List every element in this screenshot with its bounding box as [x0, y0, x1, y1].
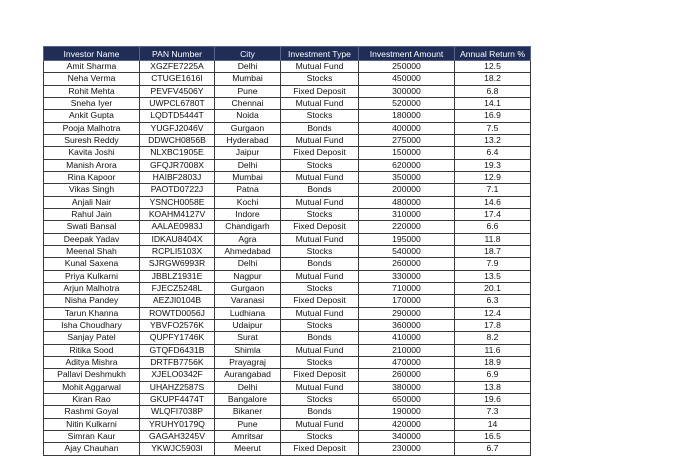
investment-amount-cell[interactable]: 150000 [359, 147, 455, 159]
investment-amount-cell[interactable]: 340000 [359, 430, 455, 442]
city-cell[interactable]: Udaipur [215, 319, 281, 331]
table-row [44, 134, 531, 146]
investment-amount-cell[interactable]: 275000 [359, 134, 455, 146]
investor-name-cell[interactable]: Ajay Chauhan [44, 443, 140, 455]
table-row [44, 147, 531, 159]
investment-amount-cell[interactable]: 230000 [359, 443, 455, 455]
pan-number-cell[interactable]: GAGAH3245V [140, 430, 215, 442]
investment-amount-cell[interactable]: 330000 [359, 270, 455, 282]
annual-return-cell[interactable]: 6.7 [455, 443, 531, 455]
pan-number-cell[interactable]: PAOTD0722J [140, 184, 215, 196]
investor-name-cell[interactable]: Amit Sharma [44, 61, 140, 73]
investment-amount-cell[interactable]: 520000 [359, 97, 455, 109]
investor-name-cell[interactable]: Mohit Aggarwal [44, 381, 140, 393]
investment-type-cell[interactable]: Stocks [281, 110, 359, 122]
header-investment-type[interactable]: Investment Type [281, 47, 359, 61]
pan-number-cell[interactable]: KOAHM4127V [140, 208, 215, 220]
table-row [44, 381, 531, 393]
investment-amount-cell[interactable]: 260000 [359, 369, 455, 381]
table-row [44, 159, 531, 171]
table-body [44, 61, 531, 456]
pan-number-cell[interactable]: RCPLI5103X [140, 245, 215, 257]
investor-name-cell[interactable]: Rahul Jain [44, 208, 140, 220]
city-cell[interactable]: Aurangabad [215, 369, 281, 381]
city-cell[interactable]: Bangalore [215, 393, 281, 405]
investor-name-cell[interactable]: Kavita Joshi [44, 147, 140, 159]
annual-return-cell[interactable]: 13.8 [455, 381, 531, 393]
pan-number-cell[interactable]: ROWTD0056J [140, 307, 215, 319]
investor-table-container [43, 46, 531, 456]
annual-return-cell[interactable]: 18.2 [455, 73, 531, 85]
pan-number-cell[interactable]: YUGFJ2046V [140, 122, 215, 134]
city-cell[interactable]: Delhi [215, 159, 281, 171]
city-cell[interactable]: Prayagraj [215, 356, 281, 368]
investment-type-cell[interactable]: Fixed Deposit [281, 443, 359, 455]
annual-return-cell[interactable]: 11.8 [455, 233, 531, 245]
annual-return-cell[interactable]: 16.9 [455, 110, 531, 122]
annual-return-cell[interactable]: 12.5 [455, 61, 531, 73]
investment-amount-cell[interactable]: 420000 [359, 418, 455, 430]
city-cell[interactable]: Ahmedabad [215, 245, 281, 257]
city-cell[interactable]: Chennai [215, 97, 281, 109]
city-cell[interactable]: Mumbai [215, 73, 281, 85]
investment-type-cell[interactable]: Bonds [281, 258, 359, 270]
city-cell[interactable]: Hyderabad [215, 134, 281, 146]
pan-number-cell[interactable]: LQDTD5444T [140, 110, 215, 122]
city-cell[interactable]: Pune [215, 85, 281, 97]
city-cell[interactable]: Gurgaon [215, 282, 281, 294]
city-cell[interactable]: Nagpur [215, 270, 281, 282]
table-row [44, 73, 531, 85]
table-row [44, 430, 531, 442]
investment-amount-cell[interactable]: 300000 [359, 85, 455, 97]
annual-return-cell[interactable]: 18.9 [455, 356, 531, 368]
annual-return-cell[interactable]: 19.6 [455, 393, 531, 405]
investment-type-cell[interactable]: Stocks [281, 282, 359, 294]
annual-return-cell[interactable]: 18.7 [455, 245, 531, 257]
pan-number-cell[interactable]: GTQFD6431B [140, 344, 215, 356]
investor-name-cell[interactable]: Sanjay Patel [44, 332, 140, 344]
table-row [44, 406, 531, 418]
annual-return-cell[interactable]: 17.4 [455, 208, 531, 220]
annual-return-cell[interactable]: 7.9 [455, 258, 531, 270]
table-row [44, 85, 531, 97]
table-row [44, 356, 531, 368]
table-row [44, 196, 531, 208]
table-row [44, 344, 531, 356]
header-investor-name[interactable]: Investor Name [44, 47, 140, 61]
pan-number-cell[interactable]: YKWJC5903I [140, 443, 215, 455]
investment-type-cell[interactable]: Fixed Deposit [281, 221, 359, 233]
investment-type-cell[interactable]: Mutual Fund [281, 307, 359, 319]
investor-name-cell[interactable]: Suresh Reddy [44, 134, 140, 146]
table-row [44, 110, 531, 122]
investor-name-cell[interactable]: Vikas Singh [44, 184, 140, 196]
pan-number-cell[interactable]: YRUHY0179Q [140, 418, 215, 430]
investment-amount-cell[interactable]: 620000 [359, 159, 455, 171]
investment-type-cell[interactable]: Mutual Fund [281, 171, 359, 183]
pan-number-cell[interactable]: GFQJR7008X [140, 159, 215, 171]
city-cell[interactable]: Shimla [215, 344, 281, 356]
investor-name-cell[interactable]: Isha Choudhary [44, 319, 140, 331]
pan-number-cell[interactable]: JBBLZ1931E [140, 270, 215, 282]
pan-number-cell[interactable]: IDKAU8404X [140, 233, 215, 245]
investment-type-cell[interactable]: Bonds [281, 332, 359, 344]
investment-type-cell[interactable]: Stocks [281, 245, 359, 257]
investment-amount-cell[interactable]: 380000 [359, 381, 455, 393]
investor-name-cell[interactable]: Neha Verma [44, 73, 140, 85]
investment-amount-cell[interactable]: 480000 [359, 196, 455, 208]
pan-number-cell[interactable]: DRTFB7756K [140, 356, 215, 368]
table-row [44, 319, 531, 331]
city-cell[interactable]: Bikaner [215, 406, 281, 418]
investment-type-cell[interactable]: Mutual Fund [281, 97, 359, 109]
table-row [44, 393, 531, 405]
investor-name-cell[interactable]: Arjun Malhotra [44, 282, 140, 294]
investment-type-cell[interactable]: Bonds [281, 406, 359, 418]
investor-name-cell[interactable]: Deepak Yadav [44, 233, 140, 245]
investment-type-cell[interactable]: Mutual Fund [281, 233, 359, 245]
pan-number-cell[interactable]: AALAE0983J [140, 221, 215, 233]
table-row [44, 171, 531, 183]
header-city[interactable]: City [215, 47, 281, 61]
investment-amount-cell[interactable]: 290000 [359, 307, 455, 319]
investment-type-cell[interactable]: Fixed Deposit [281, 147, 359, 159]
annual-return-cell[interactable]: 14.1 [455, 97, 531, 109]
investor-name-cell[interactable]: Pallavi Deshmukh [44, 369, 140, 381]
annual-return-cell[interactable]: 6.3 [455, 295, 531, 307]
investor-name-cell[interactable]: Kunal Saxena [44, 258, 140, 270]
investor-name-cell[interactable]: Swati Bansal [44, 221, 140, 233]
pan-number-cell[interactable]: YSNCH0058E [140, 196, 215, 208]
city-cell[interactable]: Kochi [215, 196, 281, 208]
pan-number-cell[interactable]: HAIBF2803J [140, 171, 215, 183]
annual-return-cell[interactable]: 14.6 [455, 196, 531, 208]
pan-number-cell[interactable]: PEVFV4506Y [140, 85, 215, 97]
header-pan-number[interactable]: PAN Number [140, 47, 215, 61]
investment-amount-cell[interactable]: 260000 [359, 258, 455, 270]
investment-amount-cell[interactable]: 190000 [359, 406, 455, 418]
annual-return-cell[interactable]: 16.5 [455, 430, 531, 442]
investment-type-cell[interactable]: Fixed Deposit [281, 295, 359, 307]
annual-return-cell[interactable]: 14 [455, 418, 531, 430]
investment-type-cell[interactable]: Stocks [281, 159, 359, 171]
annual-return-cell[interactable]: 7.1 [455, 184, 531, 196]
investment-amount-cell[interactable]: 200000 [359, 184, 455, 196]
investment-type-cell[interactable]: Mutual Fund [281, 418, 359, 430]
investment-amount-cell[interactable]: 710000 [359, 282, 455, 294]
pan-number-cell[interactable]: AEZJI0104B [140, 295, 215, 307]
table-row [44, 97, 531, 109]
pan-number-cell[interactable]: YBVFO2576K [140, 319, 215, 331]
city-cell[interactable]: Ludhiana [215, 307, 281, 319]
investment-amount-cell[interactable]: 180000 [359, 110, 455, 122]
investor-name-cell[interactable]: Nitin Kulkarni [44, 418, 140, 430]
investment-type-cell[interactable]: Fixed Deposit [281, 85, 359, 97]
investment-type-cell[interactable]: Mutual Fund [281, 381, 359, 393]
table-row [44, 184, 531, 196]
investor-name-cell[interactable]: Meenal Shah [44, 245, 140, 257]
city-cell[interactable]: Delhi [215, 381, 281, 393]
header-investment-amount[interactable]: Investment Amount [359, 47, 455, 61]
city-cell[interactable]: Meerut [215, 443, 281, 455]
table-row [44, 61, 531, 73]
table-row [44, 443, 531, 455]
city-cell[interactable]: Agra [215, 233, 281, 245]
investment-type-cell[interactable]: Stocks [281, 319, 359, 331]
city-cell[interactable]: Surat [215, 332, 281, 344]
investor-table [43, 46, 531, 456]
city-cell[interactable]: Noida [215, 110, 281, 122]
investor-name-cell[interactable]: Ankit Gupta [44, 110, 140, 122]
investor-name-cell[interactable]: Anjali Nair [44, 196, 140, 208]
annual-return-cell[interactable]: 7.3 [455, 406, 531, 418]
investment-amount-cell[interactable]: 310000 [359, 208, 455, 220]
investment-amount-cell[interactable]: 470000 [359, 356, 455, 368]
annual-return-cell[interactable]: 7.5 [455, 122, 531, 134]
investor-name-cell[interactable]: Rohit Mehta [44, 85, 140, 97]
annual-return-cell[interactable]: 8.2 [455, 332, 531, 344]
investment-type-cell[interactable]: Bonds [281, 184, 359, 196]
investment-amount-cell[interactable]: 450000 [359, 73, 455, 85]
city-cell[interactable]: Delhi [215, 61, 281, 73]
annual-return-cell[interactable]: 12.9 [455, 171, 531, 183]
investor-name-cell[interactable]: Sneha Iyer [44, 97, 140, 109]
annual-return-cell[interactable]: 17.8 [455, 319, 531, 331]
header-row [44, 47, 531, 61]
investment-type-cell[interactable]: Mutual Fund [281, 270, 359, 282]
pan-number-cell[interactable]: UWPCL6780T [140, 97, 215, 109]
annual-return-cell[interactable]: 19.3 [455, 159, 531, 171]
annual-return-cell[interactable]: 11.6 [455, 344, 531, 356]
pan-number-cell[interactable]: NLXBC1905E [140, 147, 215, 159]
city-cell[interactable]: Chandigarh [215, 221, 281, 233]
investment-amount-cell[interactable]: 410000 [359, 332, 455, 344]
investment-type-cell[interactable]: Mutual Fund [281, 134, 359, 146]
city-cell[interactable]: Mumbai [215, 171, 281, 183]
table-row [44, 233, 531, 245]
investment-amount-cell[interactable]: 350000 [359, 171, 455, 183]
table-row [44, 258, 531, 270]
annual-return-cell[interactable]: 20.1 [455, 282, 531, 294]
investor-name-cell[interactable]: Rashmi Goyal [44, 406, 140, 418]
investor-name-cell[interactable]: Nisha Pandey [44, 295, 140, 307]
table-row [44, 369, 531, 381]
table-row [44, 221, 531, 233]
header-annual-return[interactable]: Annual Return % [455, 47, 531, 61]
table-row [44, 307, 531, 319]
investor-name-cell[interactable]: Rina Kapoor [44, 171, 140, 183]
pan-number-cell[interactable]: SJRGW6993R [140, 258, 215, 270]
annual-return-cell[interactable]: 6.4 [455, 147, 531, 159]
pan-number-cell[interactable]: XJELO0342F [140, 369, 215, 381]
investment-amount-cell[interactable]: 210000 [359, 344, 455, 356]
investment-type-cell[interactable]: Bonds [281, 122, 359, 134]
pan-number-cell[interactable]: DDWCH0856B [140, 134, 215, 146]
table-row [44, 418, 531, 430]
investment-type-cell[interactable]: Mutual Fund [281, 61, 359, 73]
pan-number-cell[interactable]: QUPFY1746K [140, 332, 215, 344]
investor-name-cell[interactable]: Simran Kaur [44, 430, 140, 442]
investment-type-cell[interactable]: Stocks [281, 430, 359, 442]
city-cell[interactable]: Amritsar [215, 430, 281, 442]
pan-number-cell[interactable]: WLQFI7038P [140, 406, 215, 418]
table-row [44, 245, 531, 257]
pan-number-cell[interactable]: CTUGE1616I [140, 73, 215, 85]
investment-amount-cell[interactable]: 250000 [359, 61, 455, 73]
investor-name-cell[interactable]: Aditya Mishra [44, 356, 140, 368]
investment-amount-cell[interactable]: 220000 [359, 221, 455, 233]
table-row [44, 208, 531, 220]
table-row [44, 270, 531, 282]
investment-amount-cell[interactable]: 400000 [359, 122, 455, 134]
city-cell[interactable]: Delhi [215, 258, 281, 270]
pan-number-cell[interactable]: FJECZ5248L [140, 282, 215, 294]
investor-name-cell[interactable]: Tarun Khanna [44, 307, 140, 319]
city-cell[interactable]: Varanasi [215, 295, 281, 307]
city-cell[interactable]: Jaipur [215, 147, 281, 159]
investment-amount-cell[interactable]: 195000 [359, 233, 455, 245]
city-cell[interactable]: Patna [215, 184, 281, 196]
investor-name-cell[interactable]: Ritika Sood [44, 344, 140, 356]
investor-name-cell[interactable]: Manish Arora [44, 159, 140, 171]
annual-return-cell[interactable]: 6.8 [455, 85, 531, 97]
annual-return-cell[interactable]: 12.4 [455, 307, 531, 319]
investment-amount-cell[interactable]: 540000 [359, 245, 455, 257]
investor-name-cell[interactable]: Pooja Malhotra [44, 122, 140, 134]
annual-return-cell[interactable]: 13.5 [455, 270, 531, 282]
investment-type-cell[interactable]: Mutual Fund [281, 196, 359, 208]
investor-name-cell[interactable]: Priya Kulkarni [44, 270, 140, 282]
annual-return-cell[interactable]: 6.6 [455, 221, 531, 233]
table-row [44, 282, 531, 294]
city-cell[interactable]: Indore [215, 208, 281, 220]
city-cell[interactable]: Pune [215, 418, 281, 430]
table-row [44, 295, 531, 307]
pan-number-cell[interactable]: GKUPF4474T [140, 393, 215, 405]
investment-type-cell[interactable]: Stocks [281, 393, 359, 405]
investment-type-cell[interactable]: Fixed Deposit [281, 369, 359, 381]
table-row [44, 122, 531, 134]
annual-return-cell[interactable]: 13.2 [455, 134, 531, 146]
investment-amount-cell[interactable]: 650000 [359, 393, 455, 405]
investment-type-cell[interactable]: Mutual Fund [281, 344, 359, 356]
table-row [44, 332, 531, 344]
pan-number-cell[interactable]: XGZFE7225A [140, 61, 215, 73]
city-cell[interactable]: Gurgaon [215, 122, 281, 134]
investor-name-cell[interactable]: Kiran Rao [44, 393, 140, 405]
pan-number-cell[interactable]: UHAHZ2587S [140, 381, 215, 393]
investment-amount-cell[interactable]: 360000 [359, 319, 455, 331]
investment-type-cell[interactable]: Stocks [281, 208, 359, 220]
investment-amount-cell[interactable]: 170000 [359, 295, 455, 307]
investment-type-cell[interactable]: Stocks [281, 356, 359, 368]
investment-type-cell[interactable]: Stocks [281, 73, 359, 85]
annual-return-cell[interactable]: 6.9 [455, 369, 531, 381]
